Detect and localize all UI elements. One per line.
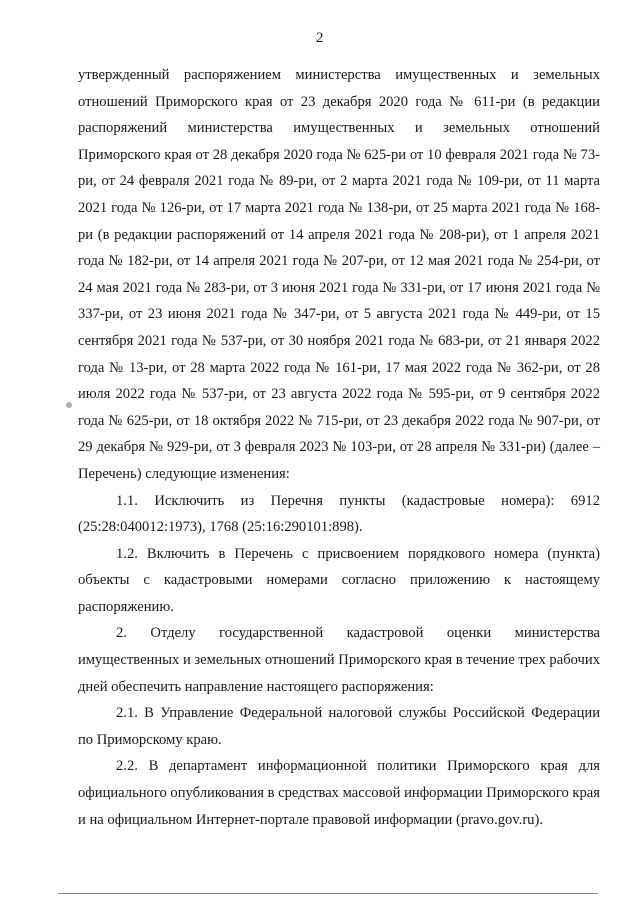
paragraph-amendment-intro: утвержденный распоряжением министерства имущественных и земельных отношений Приморского края от 23 декабря 2020 года № 611-ри (в редакции распоряжений министерства имущественных и земельных отношений Приморского края от 28 декабря 2020 года № 625-ри от 10 февраля 2021 года № 73-ри, от 24 февраля 2021 года № 89-ри, от 2 марта 2021 года № 109-ри, от 11 марта 2021 года № 126-ри, от 17 марта 2021 года № 138-ри, от 25 марта 2021 года № 168-ри (в редакции распоряжений от 14 апреля 2021 года № 208-ри), от 1 апреля 2021 года № 182-ри, от 14 апреля 2021 года № 207-ри, от 12 мая 2021 года № 254-ри, от 24 мая 2021 года № 283-ри, от 3 июня 2021 года № 331-ри, от 17 июня 2021 года № 337-ри, от 23 июня 2021 года № 347-ри, от 5 августа 2021 года № 449-ри, от 15 сентября 2021 года № 537-ри, от 30 ноября 2021 года № 683-ри, от 21 января 2022 года № 13-ри, от 28 марта 2022 года № 161-ри, 17 мая 2022 года № 362-ри, от 28 июля 2022 года № 537-ри, от 23 августа 2022 года № 595-ри, от 9 сентября 2022 года № 625-ри, от 18 октября 2022 № 715-ри, от 23 декабря 2022 года № 907-ри, от 29 декабря № 929-ри, от 3 февраля 2023 № 103-ри, от 28 апреля № 331-ри) (далее – Перечень) следующие изменения: [78, 67, 600, 482]
paragraph-1-1: 1.1. Исключить из Перечня пункты (кадастровые номера): 6912 (25:28:040012:1973), 1768 (25:16:290101:898). [78, 492, 600, 536]
document-body [78, 62, 600, 833]
paragraph-1-2: 1.2. Включить в Перечень с присвоением порядкового номера (пункта) объекты с кадастровыми номерами согласно приложению к настоящему распоряжению. [78, 545, 600, 615]
page-number: 2 [316, 30, 324, 46]
page-bottom-rule [58, 893, 598, 894]
paragraph-2-1: 2.1. В Управление Федеральной налоговой службы Российской Федерации по Приморскому краю. [78, 705, 600, 748]
scan-artifact-dot [66, 402, 72, 408]
paragraph-2: 2. Отделу государственной кадастровой оценки министерства имущественных и земельных отношений Приморского края в течение трех рабочих дней обеспечить направление настоящего распоряжения: [78, 625, 600, 695]
paragraph-2-2: 2.2. В департамент информационной политики Приморского края для официального опубликования в средствах массовой информации Приморского края и на официальном Интернет-портале правовой информации (pravo.gov.ru). [78, 758, 600, 828]
